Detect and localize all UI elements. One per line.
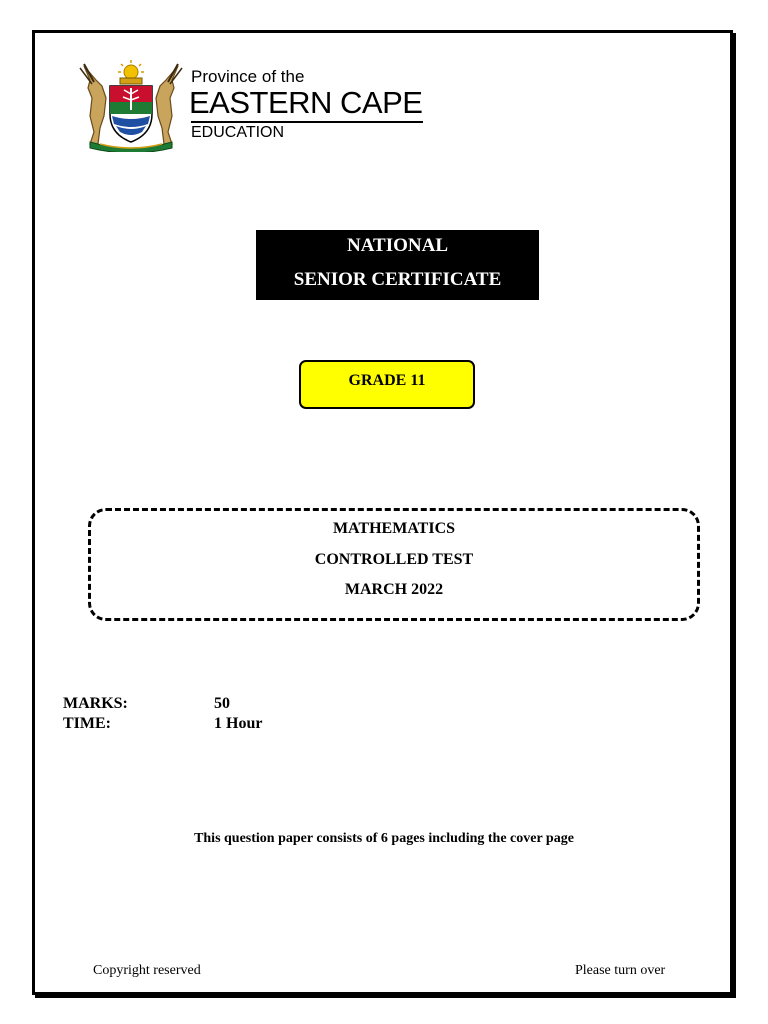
certificate-title-line1: NATIONAL (347, 235, 448, 256)
pages-note: This question paper consists of 6 pages including the cover page (194, 831, 574, 846)
certificate-title-box (256, 230, 539, 300)
time-value: 1 Hour (214, 715, 263, 732)
eastern-cape-logo (76, 58, 426, 152)
logo-eastern-cape-text: EASTERN CAPE (189, 85, 423, 120)
test-type: CONTROLLED TEST (314, 551, 474, 568)
grade-badge: GRADE 11 (299, 360, 475, 409)
coat-of-arms-icon (76, 58, 186, 152)
marks-value: 50 (214, 695, 230, 712)
marks-label: MARKS: (63, 695, 128, 712)
subject-box (88, 508, 700, 621)
footer-turn-over: Please turn over (575, 963, 666, 978)
test-date: MARCH 2022 (344, 581, 444, 598)
logo-province-text: Province of the (191, 67, 305, 86)
certificate-title-line2: SENIOR CERTIFICATE (293, 269, 502, 290)
time-label: TIME: (63, 715, 111, 732)
subject-name: MATHEMATICS (332, 520, 456, 537)
logo-education-text: EDUCATION (191, 124, 285, 141)
logo-divider (191, 121, 423, 123)
footer-copyright: Copyright reserved (93, 963, 201, 978)
